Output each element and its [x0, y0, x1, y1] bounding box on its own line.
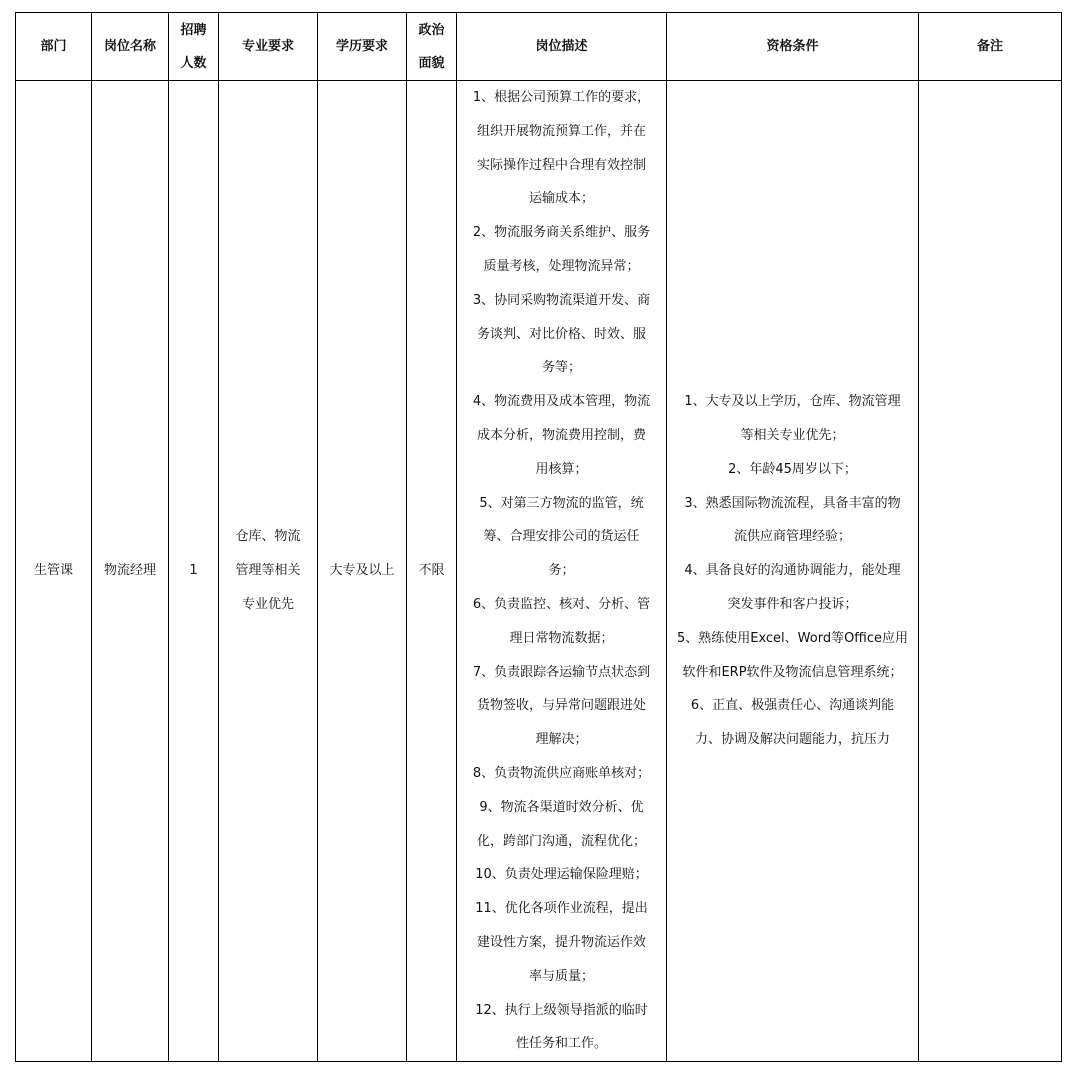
header-dept: 部门 [16, 13, 92, 81]
header-count-line: 人数 [180, 55, 207, 71]
description-line: 理日常物流数据； [509, 630, 614, 646]
header-political-line: 面貌 [418, 55, 445, 71]
table-row [16, 81, 1062, 1062]
description-line: 率与质量； [528, 968, 594, 984]
qualification-line: 2、年龄45周岁以下； [728, 461, 857, 477]
qualification-line: 3、熟悉国际物流流程，具备丰富的物 [684, 495, 901, 511]
description-line: 11、优化各项作业流程，提出 [475, 901, 648, 917]
qualification-line: 突发事件和客户投诉； [727, 596, 858, 612]
qualification-line: 等相关专业优先； [740, 427, 845, 443]
header-count [169, 13, 219, 81]
description-line: 成本分析，物流费用控制，费 [476, 427, 646, 443]
qualification-line: 1、大专及以上学历，仓库、物流管理 [684, 394, 901, 410]
description-line: 货物签收，与异常问题跟进处 [476, 698, 646, 714]
recruitment-table [15, 12, 1062, 1062]
description-line: 实际操作过程中合理有效控制 [476, 157, 646, 173]
cell-dept: 生管课 [16, 81, 92, 1062]
description-line: 10、负责处理运输保险理赔； [475, 867, 648, 883]
cell-political: 不限 [407, 81, 457, 1062]
header-position: 岗位名称 [92, 13, 169, 81]
cell-count: 1 [169, 81, 219, 1062]
major-line: 管理等相关 [235, 563, 301, 579]
recruitment-table-container [15, 12, 1061, 1056]
description-line: 9、物流各渠道时效分析、优 [479, 799, 644, 815]
cell-description [457, 81, 667, 1062]
description-line: 务； [548, 563, 575, 579]
header-major: 专业要求 [219, 13, 318, 81]
cell-education: 大专及以上 [318, 81, 407, 1062]
description-line: 8、负责物流供应商账单核对； [472, 765, 651, 781]
qualification-line: 软件和ERP软件及物流信息管理系统； [682, 664, 903, 680]
qualification-line: 流供应商管理经验； [733, 529, 851, 545]
cell-position: 物流经理 [92, 81, 169, 1062]
description-line: 2、物流服务商关系维护、服务 [472, 225, 651, 241]
description-line: 4、物流费用及成本管理，物流 [472, 394, 651, 410]
header-political [407, 13, 457, 81]
description-line: 5、对第三方物流的监管，统 [479, 495, 644, 511]
description-line: 务谈判、对比价格、时效、服 [476, 326, 646, 342]
description-line: 务等； [541, 360, 581, 376]
cell-qualification [667, 81, 919, 1062]
description-line: 理解决； [535, 732, 588, 748]
header-row [16, 13, 1062, 81]
header-remarks: 备注 [919, 13, 1062, 81]
cell-major [219, 81, 318, 1062]
description-line: 建设性方案，提升物流运作效 [476, 934, 646, 950]
description-line: 组织开展物流预算工作，并在 [476, 123, 646, 139]
description-line: 质量考核，处理物流异常； [483, 258, 640, 274]
description-line: 筹、合理安排公司的货运任 [483, 529, 640, 545]
header-qualification: 资格条件 [667, 13, 919, 81]
description-line: 化，跨部门沟通，流程优化； [476, 833, 646, 849]
description-line: 运输成本； [528, 191, 594, 207]
cell-remarks [919, 81, 1062, 1062]
header-education: 学历要求 [318, 13, 407, 81]
major-line: 仓库、物流 [235, 529, 301, 545]
header-description: 岗位描述 [457, 13, 667, 81]
description-line: 6、负责监控、核对、分析、管 [472, 596, 651, 612]
header-political-line: 政治 [418, 22, 445, 38]
description-line: 3、协同采购物流渠道开发、商 [472, 292, 651, 308]
major-line: 专业优先 [241, 596, 294, 612]
description-line: 1、根据公司预算工作的要求， [472, 90, 651, 105]
description-line: 性任务和工作。 [515, 1036, 607, 1052]
qualification-line: 4、具备良好的沟通协调能力，能处理 [684, 563, 901, 579]
description-line: 7、负责跟踪各运输节点状态到 [472, 664, 651, 680]
header-count-line: 招聘 [180, 22, 207, 38]
description-line: 12、执行上级领导指派的临时 [475, 1002, 648, 1018]
qualification-line: 5、熟练使用Excel、Word等Office应用 [676, 630, 909, 646]
description-line: 用核算； [535, 461, 588, 477]
qualification-line: 力、协调及解决问题能力，抗压力 [694, 732, 890, 748]
qualification-line: 6、正直、极强责任心、沟通谈判能 [690, 698, 895, 714]
